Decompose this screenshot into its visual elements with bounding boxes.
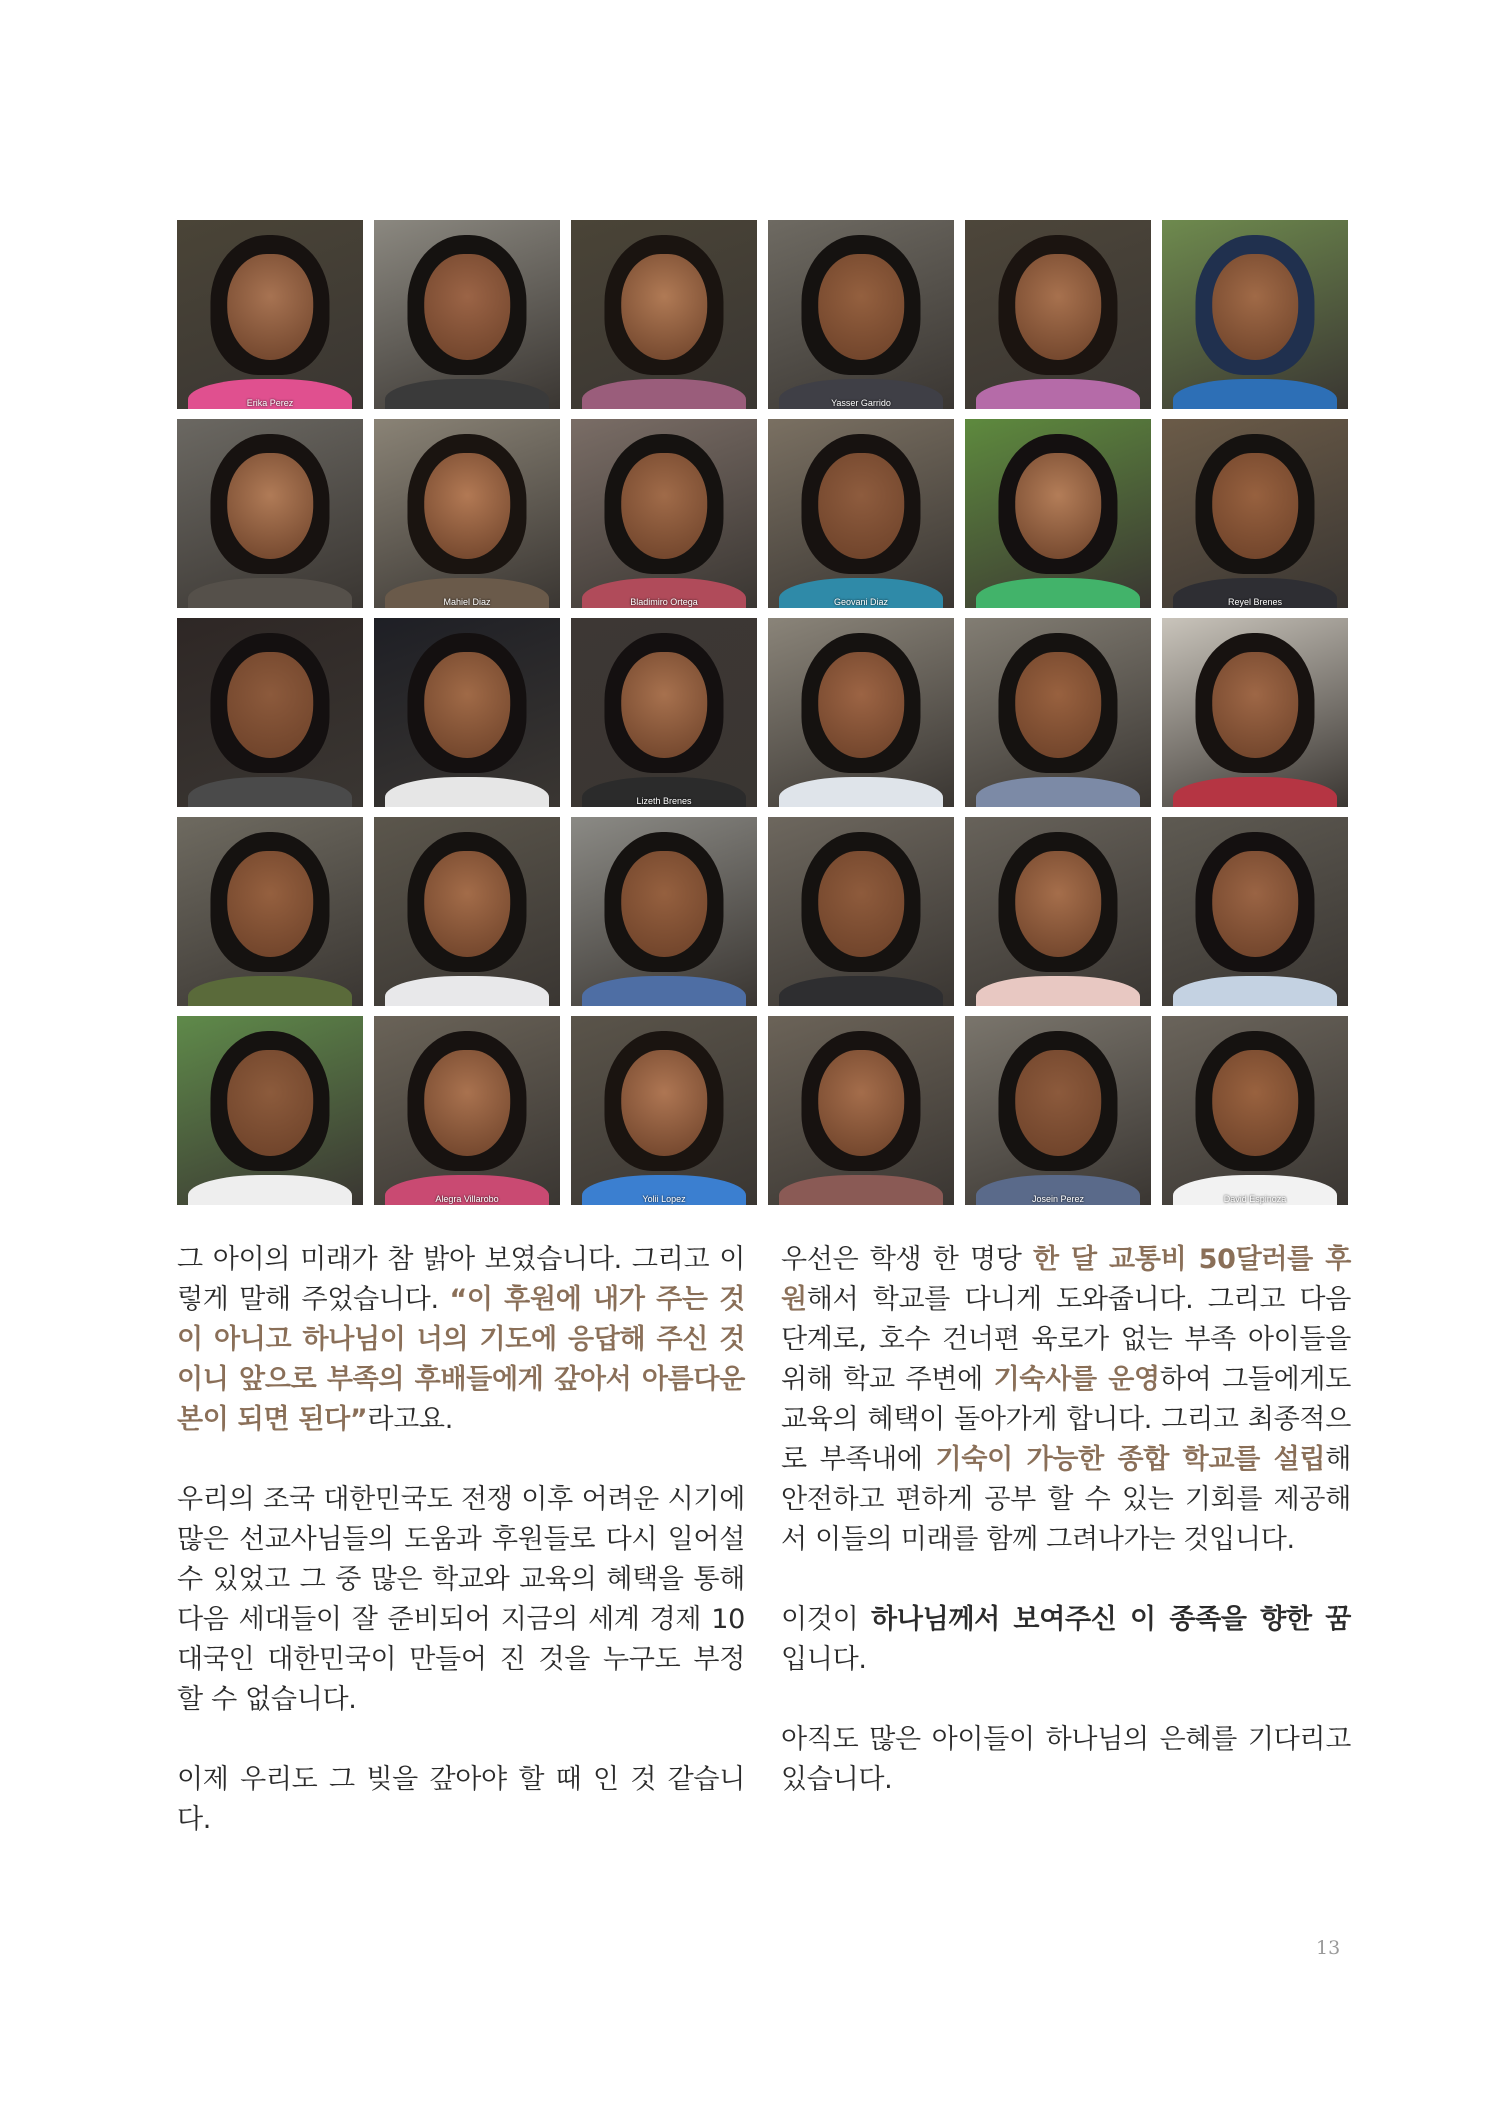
bold-phrase: 하나님께서 보여주신 이 종족을 향한 꿈 — [871, 1604, 1351, 1635]
face-shape — [227, 851, 313, 957]
face-shape — [1212, 254, 1298, 360]
left-text-column — [177, 1240, 745, 1880]
portrait-photo — [571, 419, 757, 608]
face-shape — [818, 453, 904, 559]
right-text-column — [781, 1240, 1351, 1840]
shirt-shape — [779, 777, 943, 807]
page-number: 13 — [1316, 1937, 1341, 1959]
shirt-shape — [188, 976, 352, 1006]
portrait-photo — [177, 618, 363, 807]
shirt-shape — [188, 777, 352, 807]
photo-caption: Yasser Garrido — [831, 398, 891, 408]
portrait-photo — [374, 220, 560, 409]
face-shape — [621, 1050, 707, 1156]
shirt-shape — [976, 379, 1140, 409]
photo-caption: Lizeth Brenes — [636, 796, 692, 806]
face-shape — [227, 254, 313, 360]
portrait-photo — [768, 1016, 954, 1205]
text-run: 우선은 학생 한 명당 — [781, 1244, 1033, 1275]
photo-caption: Yolii Lopez — [642, 1194, 686, 1204]
portrait-photo — [374, 1016, 560, 1205]
face-shape — [424, 851, 510, 957]
face-shape — [1015, 453, 1101, 559]
photo-caption: Geovani Diaz — [833, 597, 889, 607]
portrait-photo — [177, 1016, 363, 1205]
face-shape — [1015, 1050, 1101, 1156]
shirt-shape — [1173, 777, 1337, 807]
shirt-shape — [582, 379, 746, 409]
face-shape — [621, 453, 707, 559]
portrait-photo — [1162, 419, 1348, 608]
portrait-photo — [965, 618, 1151, 807]
text-run: 해 안전하고 편하게 공부 할 수 있는 기회를 제공해서 이들의 미래를 함께 그려나가는 것입니다. — [781, 1444, 1351, 1555]
shirt-shape — [976, 777, 1140, 807]
shirt-shape — [385, 379, 549, 409]
portrait-photo — [768, 618, 954, 807]
face-shape — [1015, 851, 1101, 957]
photo-caption: Alegra Villarobo — [435, 1194, 499, 1204]
text-run: 하여 그들에게도 교육의 혜택이 돌아가게 합니다. 그리고 최종적으로 부족내에 — [781, 1364, 1351, 1475]
photo-caption: Erika Perez — [246, 398, 294, 408]
face-shape — [227, 1050, 313, 1156]
portrait-photo — [177, 419, 363, 608]
shirt-shape — [779, 976, 943, 1006]
shirt-shape — [385, 976, 549, 1006]
portrait-photo — [374, 817, 560, 1006]
portrait-photo — [571, 1016, 757, 1205]
highlight-dormitory: 기숙사를 운영 — [993, 1364, 1160, 1395]
portrait-photo — [177, 220, 363, 409]
face-shape — [1212, 453, 1298, 559]
portrait-photo — [768, 419, 954, 608]
face-shape — [1212, 1050, 1298, 1156]
photo-caption: Josein Perez — [1031, 1194, 1085, 1204]
text-run: 라고요. — [367, 1404, 453, 1435]
shirt-shape — [976, 578, 1140, 608]
face-shape — [818, 1050, 904, 1156]
left-paragraph-1 — [177, 1240, 745, 1440]
portrait-photo — [768, 220, 954, 409]
face-shape — [621, 254, 707, 360]
text-run: 입니다. — [781, 1644, 867, 1675]
portrait-photo — [965, 817, 1151, 1006]
face-shape — [424, 453, 510, 559]
portrait-photo — [965, 1016, 1151, 1205]
shirt-shape — [976, 976, 1140, 1006]
shirt-shape — [582, 976, 746, 1006]
portrait-photo — [571, 817, 757, 1006]
portrait-photo — [965, 220, 1151, 409]
photo-caption: Mahiel Diaz — [443, 597, 491, 607]
portrait-photo — [1162, 220, 1348, 409]
portrait-photo — [374, 419, 560, 608]
shirt-shape — [188, 578, 352, 608]
face-shape — [1015, 254, 1101, 360]
photo-caption: David Espinoza — [1223, 1194, 1287, 1204]
shirt-shape — [779, 1175, 943, 1205]
text-run: 그 아이의 미래가 참 밝아 보였습니다. 그리고 이렇게 말해 주었습니다. — [177, 1244, 745, 1315]
shirt-shape — [1173, 379, 1337, 409]
highlighted-quote: “이 후원에 내가 주는 것이 아니고 하나님이 너의 기도에 응답해 주신 것이니 앞으로 부족의 후배들에게 갚아서 아름다운 본이 되면 된다” — [177, 1284, 745, 1435]
face-shape — [1212, 851, 1298, 957]
face-shape — [818, 652, 904, 758]
portrait-photo — [571, 618, 757, 807]
photo-grid — [177, 220, 1348, 1205]
left-paragraph-2: 우리의 조국 대한민국도 전쟁 이후 어려운 시기에 많은 선교사님들의 도움과 후원들로 다시 일어설 수 있었고 그 중 많은 학교와 교육의 혜택을 통해 다음 세대들이 잘 준비되어 지금의 세계 경제 10대국인 대한민국이 만들어 진 것을 누구도 부정 할 수 없습니다. — [177, 1484, 745, 1715]
shirt-shape — [1173, 976, 1337, 1006]
left-paragraph-3: 이제 우리도 그 빚을 갚아야 할 때 인 것 같습니다. — [177, 1764, 745, 1835]
face-shape — [621, 851, 707, 957]
right-paragraph-1 — [781, 1240, 1351, 1560]
portrait-photo — [177, 817, 363, 1006]
portrait-photo — [1162, 1016, 1348, 1205]
face-shape — [424, 652, 510, 758]
face-shape — [424, 1050, 510, 1156]
face-shape — [818, 851, 904, 957]
face-shape — [1212, 652, 1298, 758]
portrait-photo — [374, 618, 560, 807]
face-shape — [818, 254, 904, 360]
face-shape — [227, 652, 313, 758]
text-run: 이것이 — [781, 1604, 872, 1635]
highlight-school-founding: 기숙이 가능한 종합 학교를 설립 — [935, 1444, 1326, 1475]
face-shape — [1015, 652, 1101, 758]
face-shape — [621, 652, 707, 758]
portrait-photo — [571, 220, 757, 409]
portrait-photo — [768, 817, 954, 1006]
photo-caption: Reyel Brenes — [1227, 597, 1283, 607]
right-paragraph-2 — [781, 1600, 1351, 1680]
portrait-photo — [1162, 618, 1348, 807]
face-shape — [424, 254, 510, 360]
portrait-photo — [965, 419, 1151, 608]
shirt-shape — [188, 1175, 352, 1205]
text-run: 해서 학교를 다니게 도와줍니다. 그리고 다음 단계로, 호수 건너편 육로가 없는 부족 아이들을 위해 학교 주변에 — [781, 1284, 1351, 1395]
portrait-photo — [1162, 817, 1348, 1006]
photo-caption: Bladimiro Ortega — [630, 597, 698, 607]
shirt-shape — [385, 777, 549, 807]
face-shape — [227, 453, 313, 559]
highlight-transport-support: 한 달 교통비 50달러를 후원 — [781, 1244, 1351, 1315]
right-paragraph-3: 아직도 많은 아이들이 하나님의 은혜를 기다리고 있습니다. — [781, 1724, 1351, 1795]
